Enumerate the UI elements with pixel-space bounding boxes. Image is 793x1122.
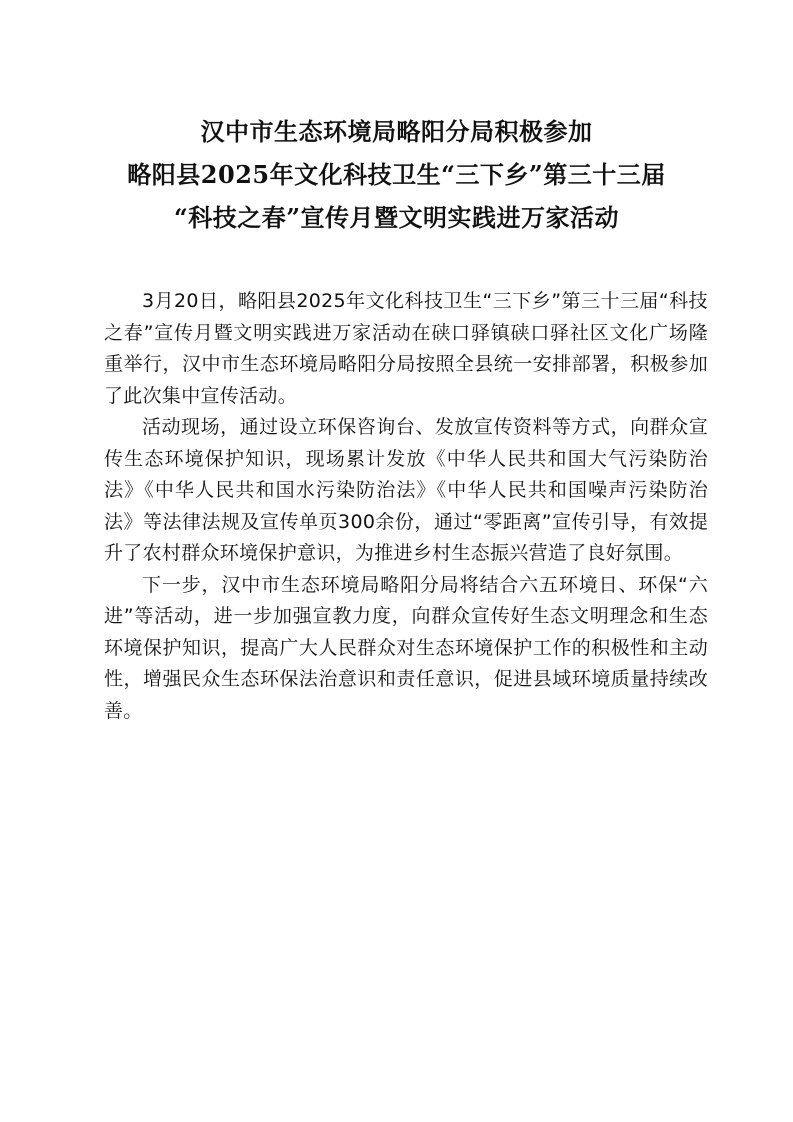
paragraph-3: 下一步，汉中市生态环境局略阳分局将结合六五环境日、环保“六进”等活动，进一步加强宣教力度，向群众宣传好生态文明理念和生态环境保护知识，提高广大人民群众对生态环境保护工作的积极性和主动性，增强民众生态环保法治意识和责任意识，促进县域环境质量持续改善。 bbox=[104, 573, 708, 722]
title-line-2: 略阳县2025年文化科技卫生“三下乡”第三十三届 bbox=[127, 160, 666, 189]
title-line-1: 汉中市生态环境局略阳分局积极参加 bbox=[200, 117, 593, 146]
paragraph-1: 3月20日，略阳县2025年文化科技卫生“三下乡”第三十三届“科技之春”宣传月暨文明实践进万家活动在硖口驿镇硖口驿社区文化广场隆重举行，汉中市生态环境局略阳分局按照全县统一安排部署，积极参加了此次集中宣传活动。 bbox=[104, 290, 708, 407]
title-line-3: “科技之春”宣传月暨文明实践进万家活动 bbox=[173, 203, 620, 232]
paragraph-2: 活动现场，通过设立环保咨询台、发放宣传资料等方式，向群众宣传生态环境保护知识，现场累计发放《中华人民共和国大气污染防治法》《中华人民共和国水污染防治法》《中华人民共和国噪声污染防治法》等法律法规及宣传单页300余份，通过“零距离”宣传引导，有效提升了农村群众环境保护意识，为推进乡村生态振兴营造了良好氛围。 bbox=[104, 416, 708, 564]
document-title bbox=[60, 110, 733, 239]
document-body bbox=[104, 286, 708, 727]
